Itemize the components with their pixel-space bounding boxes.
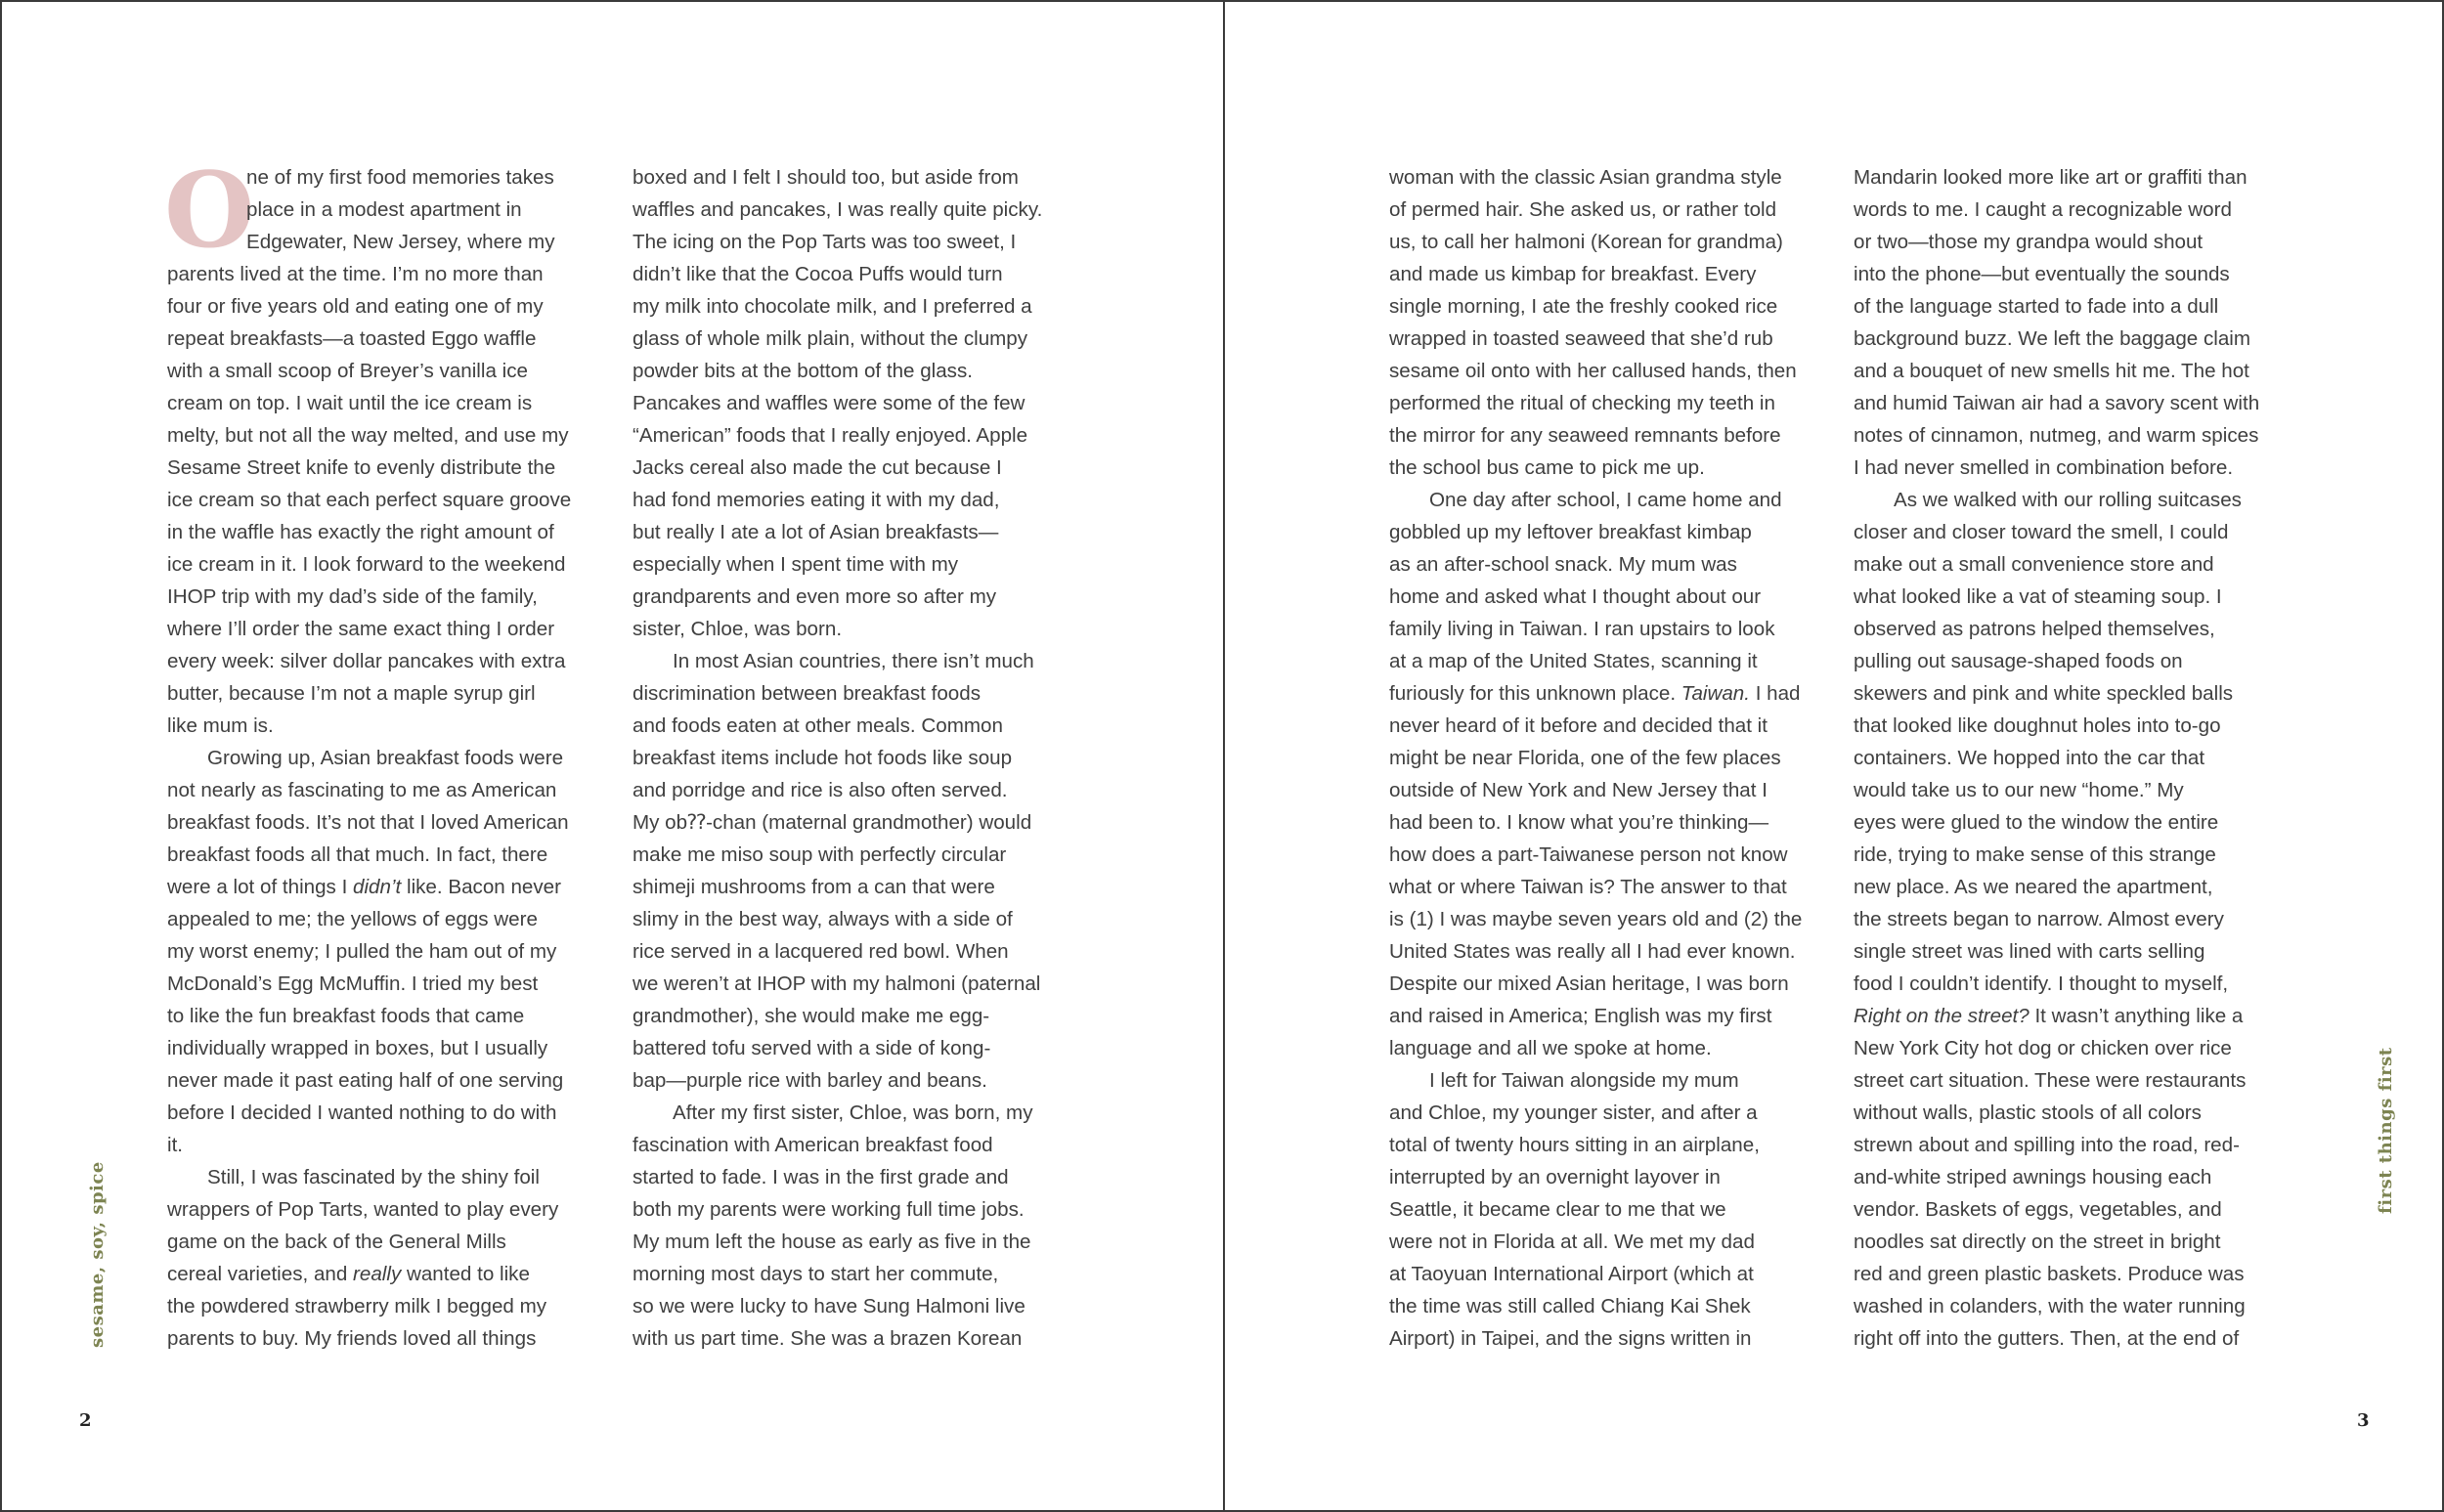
- text-line: discrimination between breakfast foods: [633, 682, 982, 705]
- text-line: my milk into chocolate milk, and I preferred a: [633, 295, 1032, 318]
- text-line: or two—those my grandpa would shout: [1854, 231, 2204, 253]
- text-line: with us part time. She was a brazen Korean: [633, 1327, 1023, 1350]
- text-line: cream on top. I wait until the ice cream is: [167, 392, 533, 414]
- text-line: parents to buy. My friends loved all things: [167, 1327, 537, 1350]
- text-line: glass of whole milk plain, without the clumpy: [633, 327, 1028, 350]
- text-line: Still, I was fascinated by the shiny foil: [207, 1166, 540, 1188]
- text-line: the time was still called Chiang Kai Shek: [1389, 1295, 1751, 1318]
- text-line: what or where Taiwan is? The answer to that: [1389, 876, 1787, 898]
- text-line: outside of New York and New Jersey that I: [1389, 779, 1768, 801]
- text-line: the streets began to narrow. Almost every: [1854, 908, 2224, 930]
- text-line: noodles sat directly on the street in bright: [1854, 1231, 2221, 1253]
- text-line: the school bus came to pick me up.: [1389, 456, 1705, 479]
- text-line: before I decided I wanted nothing to do with: [167, 1102, 557, 1124]
- text-line: grandmother), she would make me egg-: [633, 1005, 990, 1027]
- text-line: both my parents were working full time jobs.: [633, 1198, 1025, 1221]
- text-line: started to fade. I was in the first grade and: [633, 1166, 1009, 1188]
- text-line: to like the fun breakfast foods that came: [167, 1005, 525, 1027]
- text-line: without walls, plastic stools of all colors: [1854, 1102, 2202, 1124]
- text-line: at Taoyuan International Airport (which at: [1389, 1263, 1754, 1285]
- text-line: McDonald’s Egg McMuffin. I tried my best: [167, 972, 539, 995]
- text-line: skewers and pink and white speckled balls: [1854, 682, 2234, 705]
- text-line: make me miso soup with perfectly circular: [633, 843, 1007, 866]
- text-line: sesame oil onto with her callused hands, then: [1389, 360, 1797, 382]
- text-line: In most Asian countries, there isn’t much: [673, 650, 1034, 672]
- right-running-head: first things first: [2376, 1047, 2396, 1214]
- text-line: sister, Chloe, was born.: [633, 618, 843, 640]
- text-line: total of twenty hours sitting in an airplane,: [1389, 1134, 1760, 1156]
- right-page-column-2: [1854, 161, 2289, 1355]
- text-line: United States was really all I had ever known.: [1389, 940, 1796, 963]
- text-line: melty, but not all the way melted, and use my: [167, 424, 569, 447]
- text-line: never heard of it before and decided that it: [1389, 714, 1768, 737]
- text-line: the powdered strawberry milk I begged my: [167, 1295, 547, 1318]
- text-line: appealed to me; the yellows of eggs were: [167, 908, 538, 930]
- text-line: right off into the gutters. Then, at the end of: [1854, 1327, 2240, 1350]
- text-line: background buzz. We left the baggage claim: [1854, 327, 2251, 350]
- text-line: My mum left the house as early as five in the: [633, 1231, 1031, 1253]
- text-line: that looked like doughnut holes into to-go: [1854, 714, 2221, 737]
- text-line: never made it past eating half of one serving: [167, 1069, 564, 1092]
- text-line: new place. As we neared the apartment,: [1854, 876, 2213, 898]
- text-line: and humid Taiwan air had a savory scent with: [1854, 392, 2260, 414]
- text-line: at a map of the United States, scanning it: [1389, 650, 1758, 672]
- text-line: notes of cinnamon, nutmeg, and warm spices: [1854, 424, 2259, 447]
- text-line: Seattle, it became clear to me that we: [1389, 1198, 1726, 1221]
- text-line: containers. We hopped into the car that: [1854, 747, 2205, 769]
- text-line: closer and closer toward the smell, I could: [1854, 521, 2229, 543]
- text-line: butter, because I’m not a maple syrup girl: [167, 682, 536, 705]
- text-line: especially when I spent time with my: [633, 553, 959, 576]
- text-line: street cart situation. These were restaurants: [1854, 1069, 2247, 1092]
- text-line: it.: [167, 1134, 184, 1156]
- text-line: red and green plastic baskets. Produce was: [1854, 1263, 2245, 1285]
- text-line: fascination with American breakfast food: [633, 1134, 993, 1156]
- text-line: observed as patrons helped themselves,: [1854, 618, 2215, 640]
- text-line: wrappers of Pop Tarts, wanted to play every: [167, 1198, 559, 1221]
- text-line: might be near Florida, one of the few places: [1389, 747, 1781, 769]
- text-line: didn’t like that the Cocoa Puffs would turn: [633, 263, 1003, 285]
- text-line: breakfast items include hot foods like soup: [633, 747, 1013, 769]
- text-line: the mirror for any seaweed remnants before: [1389, 424, 1781, 447]
- right-page-column-1: [1389, 161, 1824, 1355]
- text-line: boxed and I felt I should too, but aside from: [633, 166, 1019, 189]
- text-line: game on the back of the General Mills: [167, 1231, 506, 1253]
- text-line: As we walked with our rolling suitcases: [1894, 489, 2242, 511]
- text-line: Right on the street? It wasn’t anything like a: [1854, 1005, 2244, 1027]
- text-line: parents lived at the time. I’m no more than: [167, 263, 544, 285]
- text-line: words to me. I caught a recognizable word: [1854, 198, 2232, 221]
- text-line: like mum is.: [167, 714, 274, 737]
- text-line: and-white striped awnings housing each: [1854, 1166, 2212, 1188]
- text-line: into the phone—but eventually the sounds: [1854, 263, 2230, 285]
- text-line: gobbled up my leftover breakfast kimbap: [1389, 521, 1752, 543]
- text-line: place in a modest apartment in: [246, 198, 522, 221]
- text-line: vendor. Baskets of eggs, vegetables, and: [1854, 1198, 2222, 1221]
- text-line: After my first sister, Chloe, was born, my: [673, 1102, 1033, 1124]
- text-line: cereal varieties, and really wanted to like: [167, 1263, 530, 1285]
- text-line: breakfast foods all that much. In fact, there: [167, 843, 548, 866]
- text-line: Mandarin looked more like art or graffiti than: [1854, 166, 2248, 189]
- text-line: I had never smelled in combination before.: [1854, 456, 2234, 479]
- text-line: I left for Taiwan alongside my mum: [1429, 1069, 1739, 1092]
- text-line: had been to. I know what you’re thinking—: [1389, 811, 1769, 834]
- right-page-number: 3: [2357, 1410, 2370, 1431]
- text-line: were not in Florida at all. We met my dad: [1389, 1231, 1755, 1253]
- text-line: we weren’t at IHOP with my halmoni (paternal: [633, 972, 1041, 995]
- left-running-head: sesame, soy, spice: [87, 1161, 108, 1348]
- text-line: what looked like a vat of steaming soup. I: [1854, 585, 2222, 608]
- text-line: furiously for this unknown place. Taiwan. I had: [1389, 682, 1801, 705]
- text-line: bap—purple rice with barley and beans.: [633, 1069, 987, 1092]
- text-line: four or five years old and eating one of my: [167, 295, 544, 318]
- text-line: of the language started to fade into a dull: [1854, 295, 2219, 318]
- text-line: and made us kimbap for breakfast. Every: [1389, 263, 1757, 285]
- text-line: is (1) I was maybe seven years old and (2) the: [1389, 908, 1803, 930]
- text-line: IHOP trip with my dad’s side of the family,: [167, 585, 538, 608]
- text-line: my worst enemy; I pulled the ham out of my: [167, 940, 557, 963]
- left-page-number: 2: [79, 1410, 92, 1431]
- text-line: make out a small convenience store and: [1854, 553, 2214, 576]
- text-line: pulling out sausage-shaped foods on: [1854, 650, 2183, 672]
- text-line: single morning, I ate the freshly cooked rice: [1389, 295, 1778, 318]
- text-line: ice cream in it. I look forward to the weekend: [167, 553, 566, 576]
- left-page-column-1: [167, 161, 602, 1355]
- text-line: family living in Taiwan. I ran upstairs to look: [1389, 618, 1775, 640]
- text-line: single street was lined with carts selling: [1854, 940, 2205, 963]
- text-line: battered tofu served with a side of kong-: [633, 1037, 991, 1059]
- text-line: “American” foods that I really enjoyed. Apple: [633, 424, 1028, 447]
- text-line: so we were lucky to have Sung Halmoni live: [633, 1295, 1026, 1318]
- text-line: and a bouquet of new smells hit me. The hot: [1854, 360, 2249, 382]
- text-line: of permed hair. She asked us, or rather told: [1389, 198, 1777, 221]
- text-line: breakfast foods. It’s not that I loved American: [167, 811, 569, 834]
- text-line: repeat breakfasts—a toasted Eggo waffle: [167, 327, 537, 350]
- text-line: home and asked what I thought about our: [1389, 585, 1762, 608]
- text-line: One day after school, I came home and: [1429, 489, 1782, 511]
- text-line: ride, trying to make sense of this strange: [1854, 843, 2216, 866]
- text-line: interrupted by an overnight layover in: [1389, 1166, 1721, 1188]
- text-line: food I couldn’t identify. I thought to myself,: [1854, 972, 2229, 995]
- text-line: washed in colanders, with the water running: [1854, 1295, 2246, 1318]
- text-line: as an after-school snack. My mum was: [1389, 553, 1737, 576]
- text-line: and Chloe, my younger sister, and after a: [1389, 1102, 1758, 1124]
- text-line: ice cream so that each perfect square groove: [167, 489, 572, 511]
- text-line: Jacks cereal also made the cut because I: [633, 456, 1002, 479]
- page-gutter-divider: [1223, 2, 1225, 1512]
- text-line: had fond memories eating it with my dad,: [633, 489, 1000, 511]
- text-line: performed the ritual of checking my teeth in: [1389, 392, 1775, 414]
- text-line: Airport) in Taipei, and the signs written in: [1389, 1327, 1752, 1350]
- text-line: eyes were glued to the window the entire: [1854, 811, 2219, 834]
- text-line: but really I ate a lot of Asian breakfasts—: [633, 521, 999, 543]
- text-line: not nearly as fascinating to me as American: [167, 779, 557, 801]
- text-line: Edgewater, New Jersey, where my: [246, 231, 555, 253]
- text-line: The icing on the Pop Tarts was too sweet, I: [633, 231, 1017, 253]
- text-line: how does a part-Taiwanese person not know: [1389, 843, 1788, 866]
- text-line: and raised in America; English was my first: [1389, 1005, 1772, 1027]
- text-line: waffles and pancakes, I was really quite picky.: [633, 198, 1043, 221]
- text-line: wrapped in toasted seaweed that she’d rub: [1389, 327, 1773, 350]
- text-line: strewn about and spilling into the road, red-: [1854, 1134, 2240, 1156]
- text-line: morning most days to start her commute,: [633, 1263, 999, 1285]
- text-line: every week: silver dollar pancakes with extra: [167, 650, 566, 672]
- text-line: woman with the classic Asian grandma style: [1389, 166, 1782, 189]
- text-line: shimeji mushrooms from a can that were: [633, 876, 995, 898]
- text-line: rice served in a lacquered red bowl. When: [633, 940, 1009, 963]
- text-line: would take us to our new “home.” My: [1854, 779, 2184, 801]
- text-line: My ob⁇-chan (maternal grandmother) would: [633, 811, 1032, 834]
- text-line: Pancakes and waffles were some of the few: [633, 392, 1026, 414]
- left-page-column-2: [633, 161, 1068, 1355]
- text-line: where I’ll order the same exact thing I order: [167, 618, 555, 640]
- text-line: with a small scoop of Breyer’s vanilla ice: [167, 360, 528, 382]
- text-line: us, to call her halmoni (Korean for grandma): [1389, 231, 1783, 253]
- text-line: powder bits at the bottom of the glass.: [633, 360, 974, 382]
- text-line: New York City hot dog or chicken over rice: [1854, 1037, 2232, 1059]
- text-line: Sesame Street knife to evenly distribute the: [167, 456, 556, 479]
- text-line: and foods eaten at other meals. Common: [633, 714, 1003, 737]
- drop-cap: O: [164, 149, 255, 271]
- text-line: Growing up, Asian breakfast foods were: [207, 747, 564, 769]
- text-line: individually wrapped in boxes, but I usually: [167, 1037, 548, 1059]
- text-line: slimy in the best way, always with a side of: [633, 908, 1013, 930]
- text-line: grandparents and even more so after my: [633, 585, 997, 608]
- text-line: and porridge and rice is also often served.: [633, 779, 1008, 801]
- text-line: were a lot of things I didn’t like. Bacon never: [167, 876, 561, 898]
- text-line: Despite our mixed Asian heritage, I was born: [1389, 972, 1789, 995]
- text-line: ne of my first food memories takes: [246, 166, 554, 189]
- text-line: language and all we spoke at home.: [1389, 1037, 1712, 1059]
- text-line: in the waffle has exactly the right amount of: [167, 521, 554, 543]
